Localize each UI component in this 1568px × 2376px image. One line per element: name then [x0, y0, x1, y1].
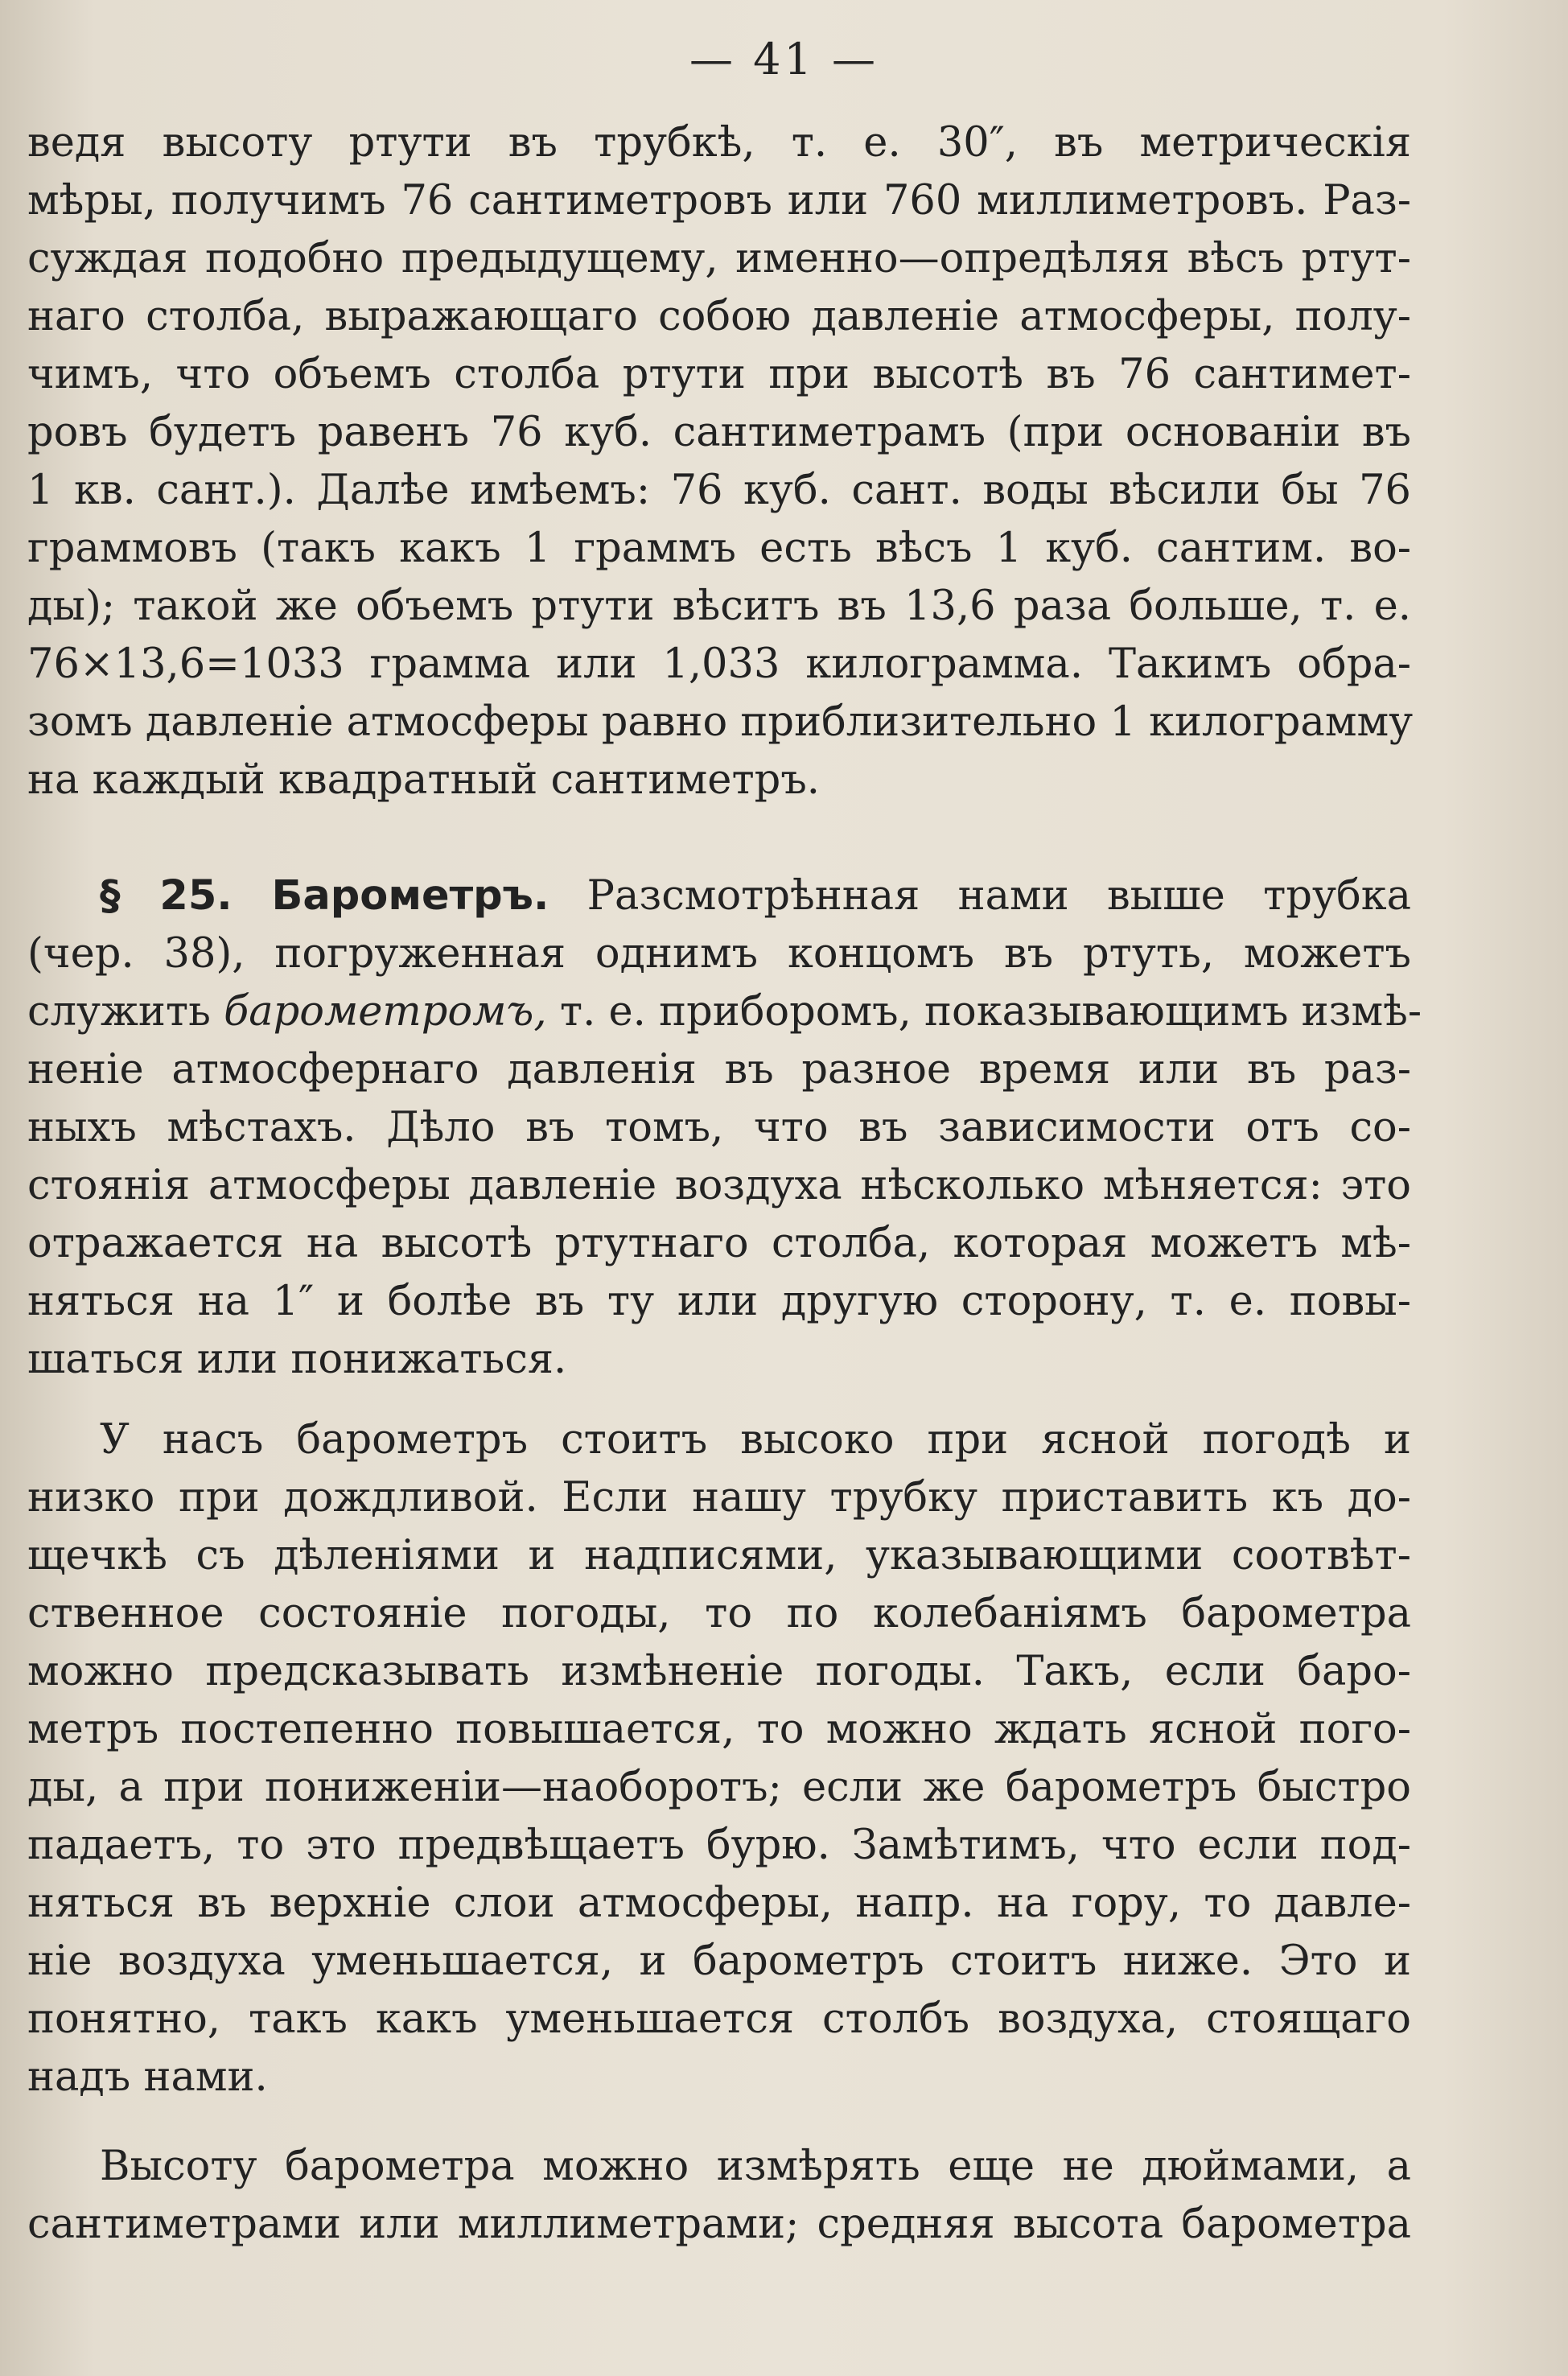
text-line: можно предсказывать измѣненіе погоды. Такъ, если баро- — [27, 1648, 1411, 1695]
text-line: ніе воздуха уменьшается, и барометръ стоитъ ниже. Это и — [27, 1937, 1411, 1985]
page-number: — 41 — — [689, 34, 879, 84]
text-line: ныхъ мѣстахъ. Дѣло въ томъ, что въ зависимости отъ со- — [27, 1104, 1411, 1151]
text-fragment: Разсмотрѣнная нами выше трубка — [586, 872, 1411, 920]
text-line: 76×13,6=1033 грамма или 1,033 килограмма. Такимъ обра- — [27, 640, 1411, 688]
text-line: У насъ барометръ стоитъ высоко при ясной погодѣ и — [100, 1416, 1411, 1464]
text-line: ды, а при пониженіи—наоборотъ; если же барометръ быстро — [27, 1764, 1411, 1811]
text-line: суждая подобно предыдущему, именно—опредѣляя вѣсъ ртут- — [27, 235, 1411, 282]
text-line: стоянія атмосферы давленіе воздуха нѣсколько мѣняется: это — [27, 1162, 1411, 1209]
text-line: Высоту барометра можно измѣрять еще не дюймами, а — [100, 2143, 1411, 2190]
text-line: сантиметрами или миллиметрами; средняя высота барометра — [27, 2201, 1411, 2248]
text-line: ды); такой же объемъ ртути вѣситъ въ 13,6 раза больше, т. е. — [27, 583, 1411, 630]
text-line: няться въ верхніе слои атмосферы, напр. на гору, то давле- — [27, 1880, 1411, 1927]
text-fragment: служить — [27, 988, 211, 1036]
text-line: шаться или понижаться. — [27, 1336, 567, 1383]
text-line: ровъ будетъ равенъ 76 куб. сантиметрамъ (при основаніи въ — [27, 409, 1411, 456]
text-line: няться на 1″ и болѣе въ ту или другую сторону, т. е. повы- — [27, 1278, 1411, 1325]
section-title: § 25. Барометръ. — [100, 872, 549, 920]
emphasized-term: барометромъ, — [224, 988, 547, 1036]
text-line: щечкѣ съ дѣленіями и надписями, указывающими соотвѣт- — [27, 1532, 1411, 1579]
text-line: граммовъ (такъ какъ 1 граммъ есть вѣсъ 1 куб. сантим. во- — [27, 525, 1411, 572]
text-line: зомъ давленіе атмосферы равно приблизительно 1 килограмму — [27, 698, 1414, 746]
text-fragment: т. е. приборомъ, показывающимъ измѣ- — [559, 988, 1422, 1036]
text-line: (чер. 38), погруженная однимъ концомъ въ ртуть, можетъ — [27, 930, 1411, 978]
text-line: низко при дождливой. Если нашу трубку приставить къ до- — [27, 1474, 1411, 1522]
text-line: 1 кв. сант.). Далѣе имѣемъ: 76 куб. сант. воды вѣсили бы 76 — [27, 467, 1411, 514]
text-line: ведя высоту ртути въ трубкѣ, т. е. 30″, въ метрическія — [27, 119, 1411, 167]
text-line: падаетъ, то это предвѣщаетъ бурю. Замѣтимъ, что если под- — [27, 1822, 1411, 1869]
text-line: на каждый квадратный сантиметръ. — [27, 756, 820, 804]
text-line: ственное состояніе погоды, то по колебаніямъ барометра — [27, 1590, 1411, 1637]
text-line: неніе атмосфернаго давленія въ разное время или въ раз- — [27, 1046, 1411, 1093]
text-line: понятно, такъ какъ уменьшается столбъ воздуха, стоящаго — [27, 1995, 1411, 2043]
text-line: чимъ, что объемъ столба ртути при высотѣ въ 76 сантимет- — [27, 351, 1411, 398]
text-line: метръ постепенно повышается, то можно ждать ясной пого- — [27, 1706, 1411, 1753]
text-line — [27, 986, 1422, 1039]
text-line: отражается на высотѣ ртутнаго столба, которая можетъ мѣ- — [27, 1220, 1411, 1267]
text-line: надъ нами. — [27, 2053, 268, 2101]
section-heading-line — [27, 870, 1411, 923]
text-line: мѣры, получимъ 76 сантиметровъ или 760 миллиметровъ. Раз- — [27, 177, 1411, 224]
text-line: наго столба, выражающаго собою давленіе атмосферы, полу- — [27, 293, 1411, 340]
